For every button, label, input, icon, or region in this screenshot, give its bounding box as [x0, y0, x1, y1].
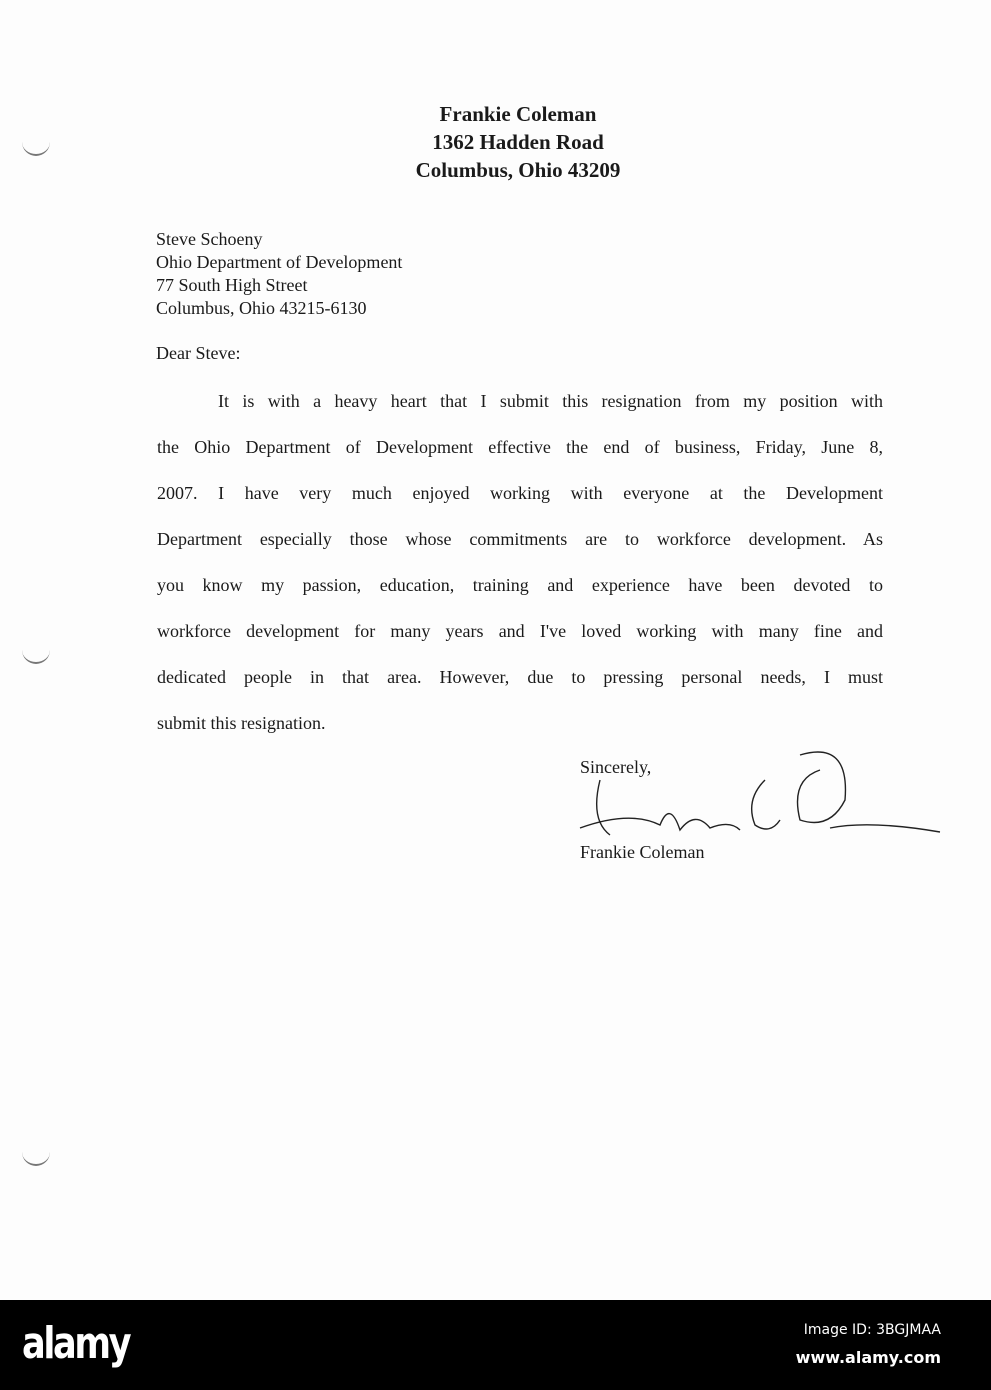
recipient-line: 77 South High Street: [156, 275, 308, 295]
closing: Sincerely,: [580, 757, 652, 777]
sender-city: Columbus, Ohio 43209: [415, 158, 621, 182]
watermark-footer: [0, 1300, 991, 1390]
recipient-line: Ohio Department of Development: [156, 252, 403, 272]
watermark-url: www.alamy.com: [795, 1348, 941, 1367]
recipient-line: Columbus, Ohio 43215-6130: [156, 298, 367, 318]
letterhead: [318, 100, 718, 184]
body-line: Department especially those whose commitments are to workforce development. As: [157, 529, 883, 549]
body-line: workforce development for many years and I've loved working with many fine and: [157, 621, 883, 641]
sender-name: Frankie Coleman: [439, 102, 597, 126]
body-line: submit this resignation.: [157, 713, 326, 733]
letter-body: [157, 387, 883, 755]
salutation: Dear Steve:: [156, 343, 241, 363]
image-id: Image ID: 3BGJMAA: [803, 1322, 941, 1338]
body-line: the Ohio Department of Development effective the end of business, Friday, June 8,: [157, 437, 883, 457]
signature-name: Frankie Coleman: [580, 842, 705, 862]
body-line: 2007. I have very much enjoyed working with everyone at the Development: [157, 483, 883, 503]
punch-hole-mark: [22, 648, 50, 664]
alamy-logo: alamy: [22, 1318, 130, 1369]
body-line: you know my passion, education, training and experience have been devoted to: [157, 575, 883, 595]
body-line: It is with a heavy heart that I submit this resignation from my position with: [218, 391, 883, 411]
recipient-line: Steve Schoeny: [156, 229, 263, 249]
punch-hole-mark: [22, 140, 50, 156]
body-line: dedicated people in that area. However, due to pressing personal needs, I must: [157, 667, 883, 687]
handwritten-signature: [570, 740, 950, 850]
punch-hole-mark: [22, 1150, 50, 1166]
sender-street: 1362 Hadden Road: [432, 130, 604, 154]
recipient-address: [156, 228, 402, 320]
